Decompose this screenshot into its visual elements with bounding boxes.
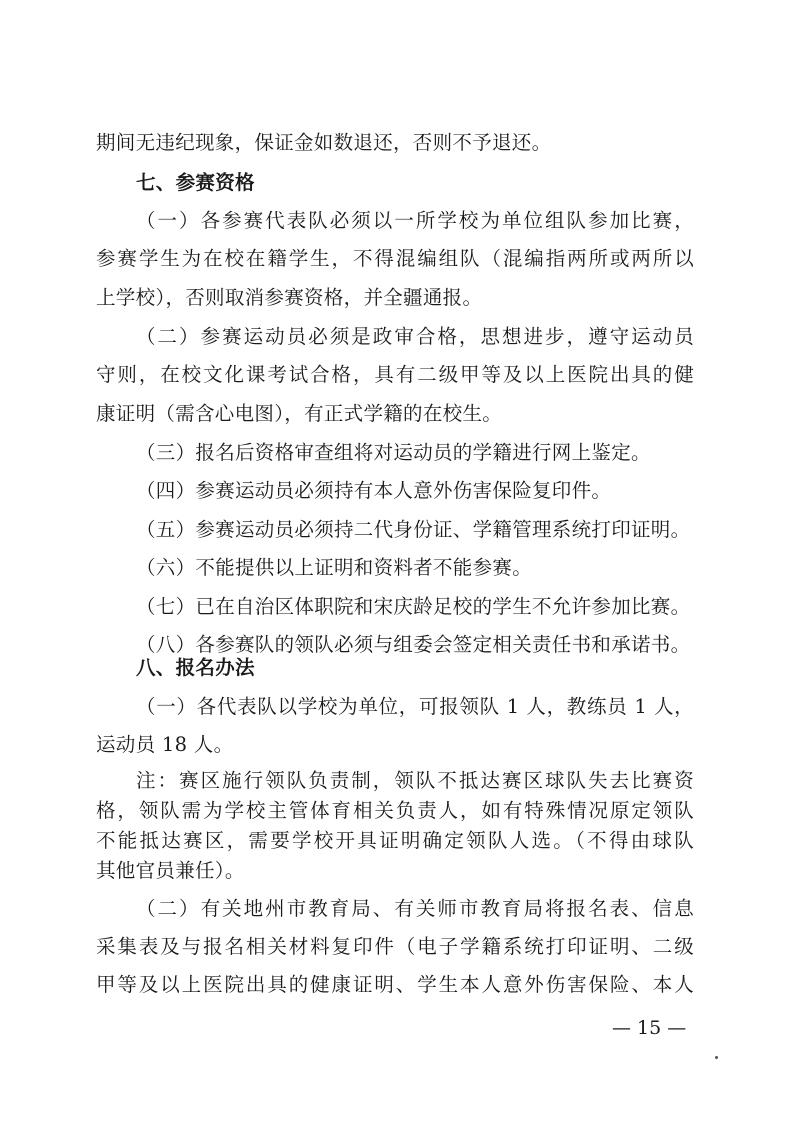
page-number: — 15 — [612,1017,687,1039]
paragraph-line: （七）已在自治区体职院和宋庆龄足校的学生不允许参加比赛。 [136,595,691,618]
paragraph-line: （四）参赛运动员必须持有本人意外伤害保险复印件。 [136,479,612,502]
text-line: 甲等及以上医院出具的健康证明、学生本人意外伤害保险、本人 [96,973,694,996]
section-heading-7: 七、参赛资格 [136,171,255,194]
note-line: 格，领队需为学校主管体育相关负责人，如有特殊情况原定领队 [96,799,694,822]
text-line: 期间无违纪现象，保证金如数退还，否则不予退还。 [96,131,552,154]
text-line: 康证明（需含心电图），有正式学籍的在校生。 [96,402,503,425]
paragraph-line: （六）不能提供以上证明和资料者不能参赛。 [136,556,533,579]
section-heading-8: 八、报名办法 [136,656,255,679]
text-line: 守则，在校文化课考试合格，具有二级甲等及以上医院出具的健 [96,363,694,386]
text-line: 运动员 18 人。 [96,733,234,756]
paragraph-line: （二）有关地州市教育局、有关师市教育局将报名表、信息 [136,897,694,920]
note-line: 注：赛区施行领队负责制，领队不抵达赛区球队失去比赛资 [136,769,694,792]
text-line: 采集表及与报名相关材料复印件（电子学籍系统打印证明、二级 [96,935,694,958]
paragraph-line: （三）报名后资格审查组将对运动员的学籍进行网上鉴定。 [136,441,651,464]
paragraph-line: （一）各参赛代表队必须以一所学校为单位组队参加比赛， [136,209,694,232]
text-line: 上学校），否则取消参赛资格，并全疆通报。 [96,286,483,309]
paragraph-line: （五）参赛运动员必须持二代身份证、学籍管理系统打印证明。 [136,518,691,541]
scan-speck [715,1056,718,1059]
note-line: 不能抵达赛区，需要学校开具证明确定领队人选。（不得由球队 [96,829,694,852]
text-line: 参赛学生为在校在籍学生，不得混编组队（混编指两所或两所以 [96,247,694,270]
paragraph-line: （一）各代表队以学校为单位，可报领队 1 人，教练员 1 人， [136,695,694,718]
paragraph-line: （二）参赛运动员必须是政审合格，思想进步，遵守运动员 [136,325,694,348]
paragraph-line: （八）各参赛队的领队必须与组委会签定相关责任书和承诺书。 [136,633,691,656]
note-line: 其他官员兼任）。 [96,859,245,882]
